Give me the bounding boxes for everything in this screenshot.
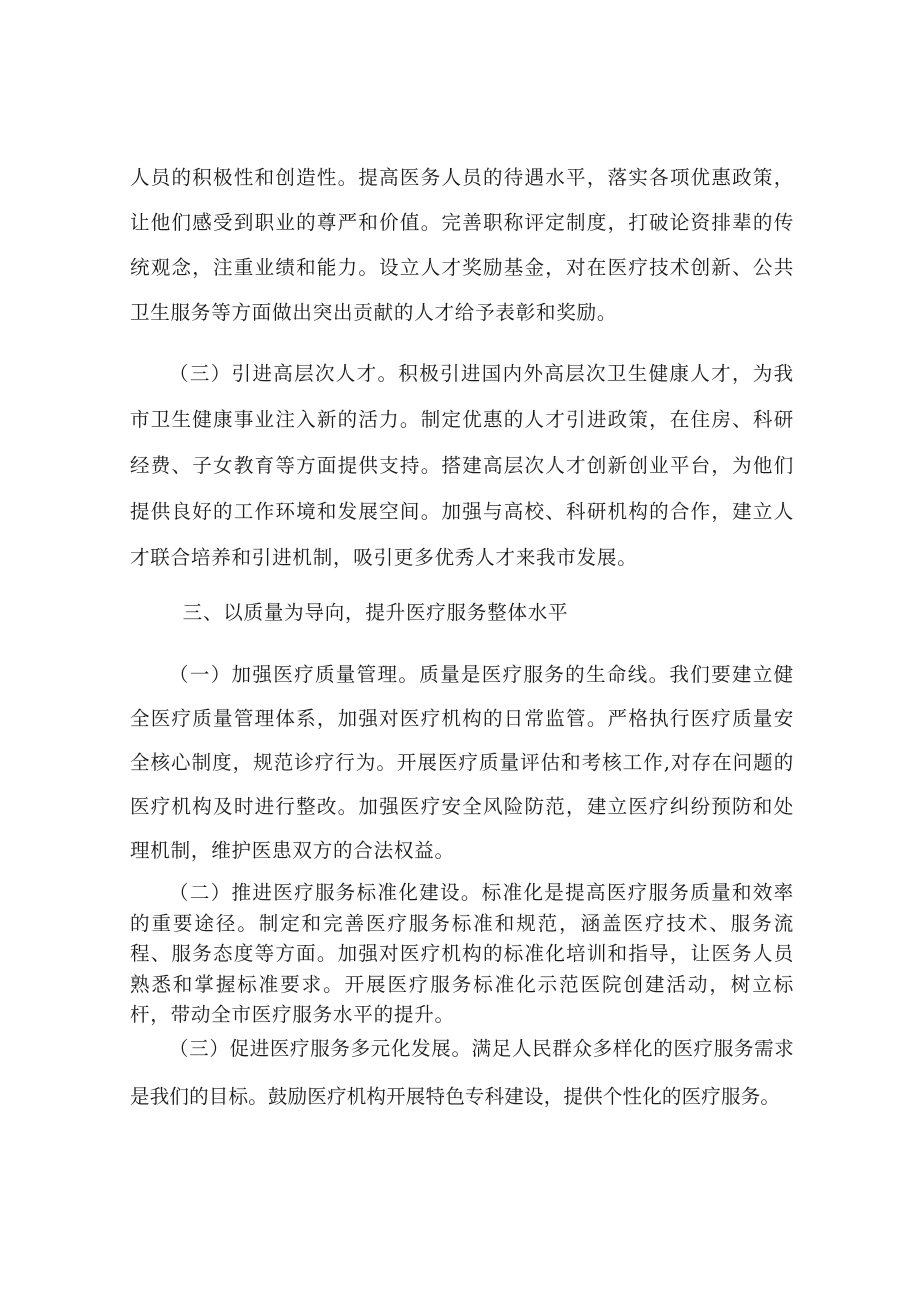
paragraph-talent-intro: （三）引进高层次人才。积极引进国内外高层次卫生健康人才，为我市卫生健康事业注入新的活力。制定优惠的人才引进政策，在住房、科研经费、子女教育等方面提供支持。搭建高层次人才创新创业平台，为他们提供良好的工作环境和发展空间。加强与高校、科研机构的合作，建立人才联合培养和引进机制，吸引更多优秀人才来我市发展。 xyxy=(130,362,794,569)
paragraph-quality-management: （一）加强医疗质量管理。质量是医疗服务的生命线。我们要建立健全医疗质量管理体系，加强对医疗机构的日常监管。严格执行医疗质量安全核心制度，规范诊疗行为。开展医疗质量评估和考核工作,对存在问题的医疗机构及时进行整改。加强医疗安全风险防范，建立医疗纠纷预防和处理机制，维护医患双方的合法权益。 xyxy=(130,663,794,862)
section-heading: 三、以质量为导向，提升医疗服务整体水平 xyxy=(182,601,569,624)
paragraph-diversification: （三）促进医疗服务多元化发展。满足人民群众多样化的医疗服务需求是我们的目标。鼓励医疗机构开展特色专科建设，提供个性化的医疗服务。 xyxy=(130,1037,794,1108)
paragraph-standardization: （二）推进医疗服务标准化建设。标准化是提高医疗服务质量和效率的重要途径。制定和完善医疗服务标准和规范，涵盖医疗技术、服务流程、服务态度等方面。加强对医疗机构的标准化培训和指导，让医务人员熟悉和掌握标准要求。开展医疗服务标准化示范医院创建活动，树立标杆，带动全市医疗服务水平的提升。 xyxy=(130,881,794,1026)
paragraph-continuation: 人员的积极性和创造性。提高医务人员的待遇水平，落实各项优惠政策，让他们感受到职业的尊严和价值。完善职称评定制度，打破论资排辈的传统观念，注重业绩和能力。设立人才奖励基金，对在医疗技术创新、公共卫生服务等方面做出突出贡献的人才给予表彰和奖励。 xyxy=(130,166,794,324)
